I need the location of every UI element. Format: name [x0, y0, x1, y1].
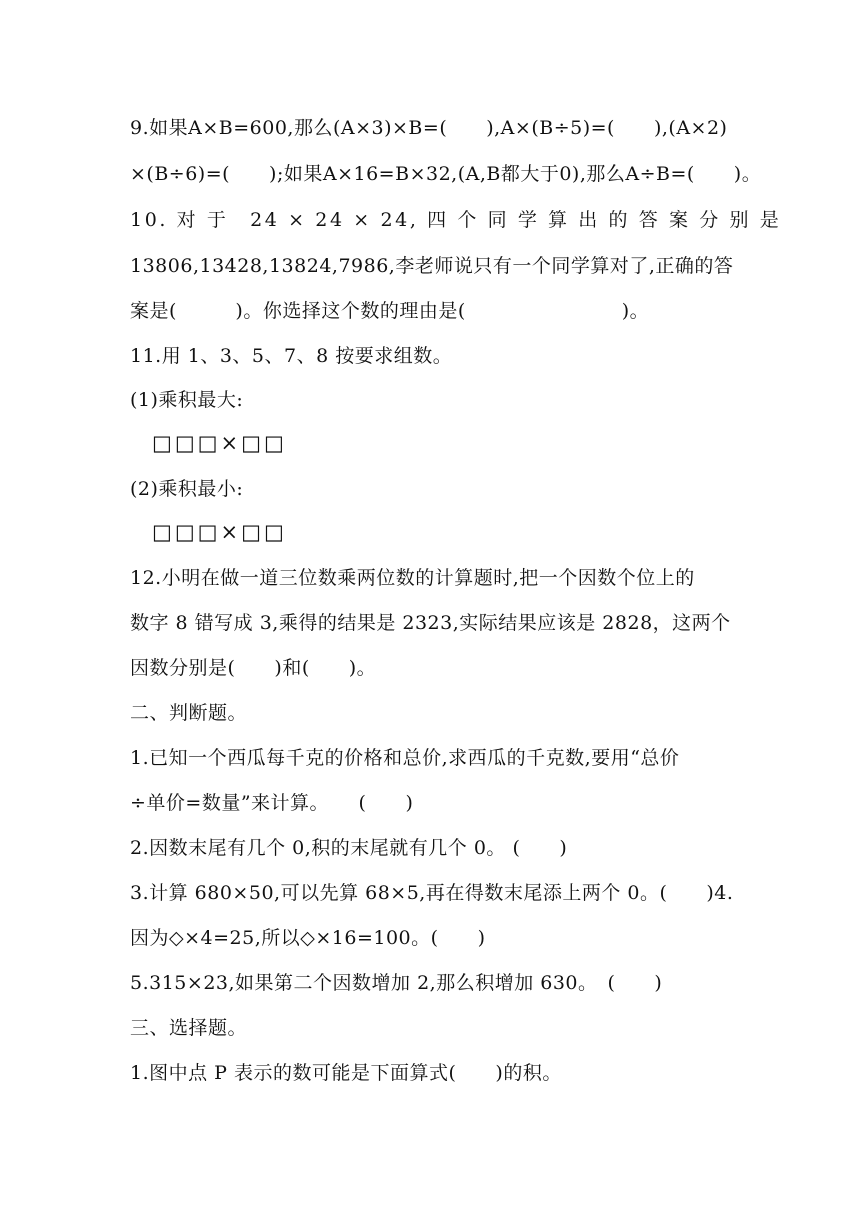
question-11-heading: 11.用 1、3、5、7、8 按要求组数。 — [130, 345, 453, 367]
section-3-heading: 三、选择题。 — [130, 1017, 248, 1039]
question-11-part-1: (1)乘积最大: — [130, 389, 244, 411]
judgment-5: 5.315×23,如果第二个因数增加 2,那么积增加 630。 ( ) — [130, 972, 663, 994]
section-2-heading: 二、判断题。 — [130, 702, 248, 724]
question-12-line-1: 12.小明在做一道三位数乘两位数的计算题时,把一个因数个位上的 — [130, 567, 695, 589]
judgment-1-line-1: 1.已知一个西瓜每千克的价格和总价,求西瓜的千克数,要用“总价 — [130, 747, 680, 769]
judgment-2: 2.因数末尾有几个 0,积的末尾就有几个 0。 ( ) — [130, 837, 568, 859]
question-11-part-2: (2)乘积最小: — [130, 478, 244, 500]
judgment-1-line-2: ÷单价=数量”来计算。 ( ) — [130, 792, 414, 814]
question-10-line-2: 13806,13428,13824,7986,李老师说只有一个同学算对了,正确的答 — [130, 255, 734, 277]
question-10-line-1: 10. 对 于 24 × 24 × 24, 四 个 同 学 算 出 的 答 案 分 别 是 — [130, 209, 782, 231]
answer-boxes-min: □□□×□□ — [152, 520, 287, 544]
question-12-line-3: 因数分别是( )和( )。 — [130, 657, 377, 679]
answer-boxes-max: □□□×□□ — [152, 431, 287, 455]
choice-1: 1.图中点 P 表示的数可能是下面算式( )的积。 — [130, 1062, 562, 1084]
question-10-line-3: 案是( )。你选择这个数的理由是( )。 — [130, 300, 650, 322]
judgment-4: 因为◇×4=25,所以◇×16=100。( ) — [130, 927, 486, 949]
question-9-line-2: ×(B÷6)=( );如果A×16=B×32,(A,B都大于0),那么A÷B=( )。 — [130, 163, 762, 185]
question-9-line-1: 9.如果A×B=600,那么(A×3)×B=( ),A×(B÷5)=( ),(A×2) — [130, 117, 728, 139]
question-12-line-2: 数字 8 错写成 3,乘得的结果是 2323,实际结果应该是 2828，这两个 — [130, 612, 731, 634]
judgment-3: 3.计算 680×50,可以先算 68×5,再在得数末尾添上两个 0。( )4. — [130, 882, 734, 904]
